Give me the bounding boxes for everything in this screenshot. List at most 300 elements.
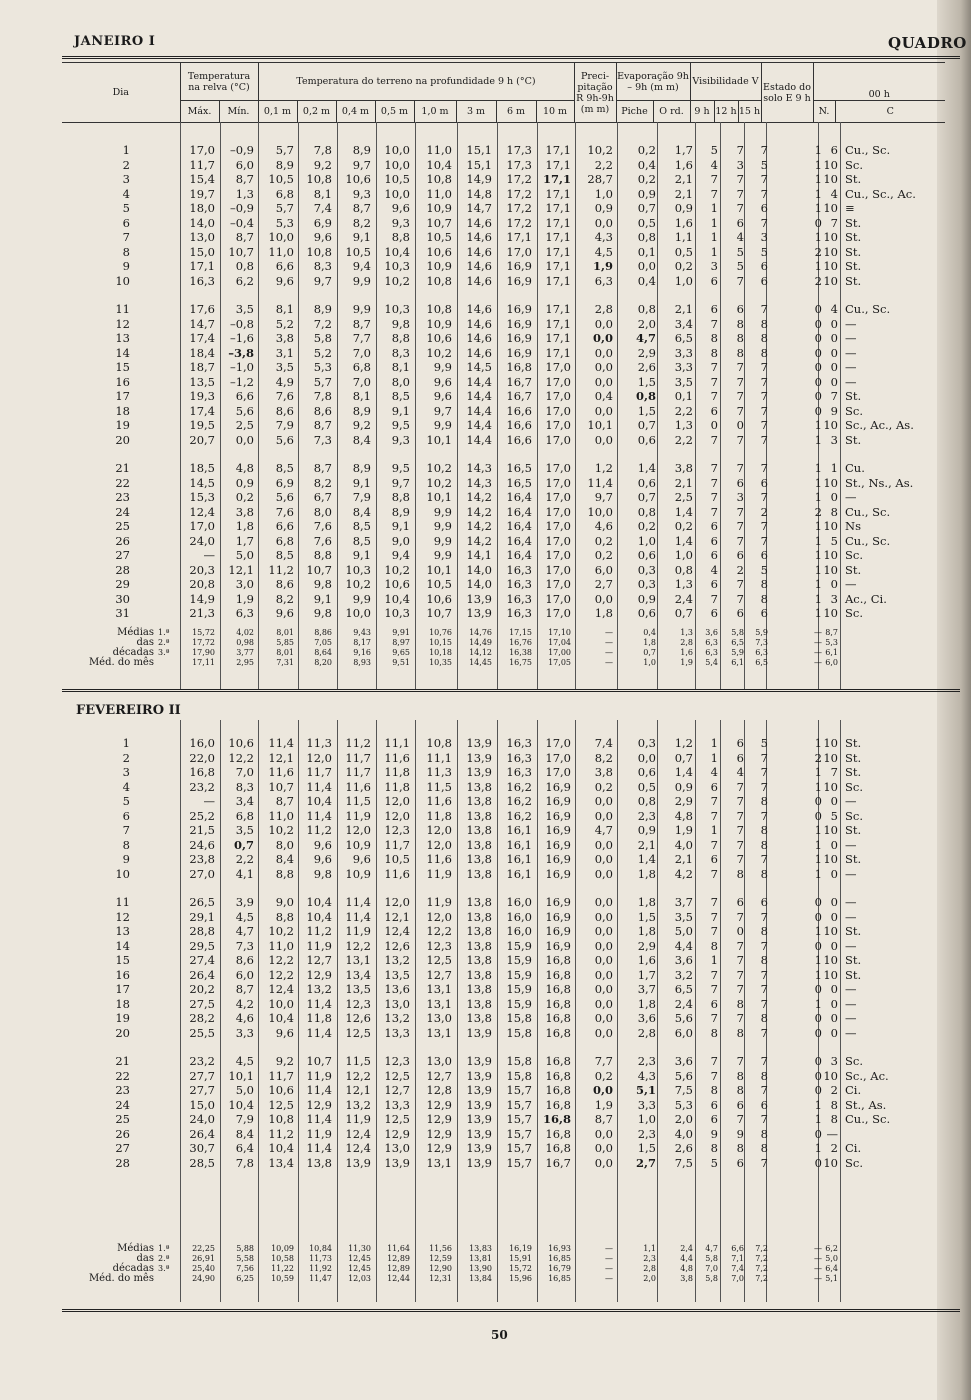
cell: 1 [814,823,822,837]
means-cell: 17,15 [509,628,532,637]
cell: 0,0 [594,808,613,823]
cell: 17,1 [545,273,571,288]
cell: 3,1 [275,345,294,360]
means-cell: 17,00 [548,648,571,657]
cell: 3,4 [674,316,693,331]
cell: 9,7 [433,403,452,418]
cell: 0,0 [594,1025,613,1040]
cell: 10,6 [345,172,371,186]
cell: 23,2 [189,779,215,794]
cell: 5,7 [313,374,332,389]
cell: 13,9 [466,1155,492,1170]
cell: 13,6 [384,982,410,996]
cell: 1,9 [592,259,613,273]
col-d0: 0,1 m [258,101,297,123]
cell: 16,8 [545,1068,571,1083]
cell: 9,6 [275,606,294,620]
cell: 1 [814,924,822,938]
means-cell: 7,56 [236,1264,254,1273]
cell: 0,0 [594,909,613,924]
table-row [0,895,960,910]
cell: 1 [814,577,822,591]
cell: 8 [760,794,768,808]
cell: 15,7 [506,1155,532,1170]
cell: 6 [736,606,744,620]
cell: 7 [736,432,744,447]
cell: 16,0 [506,895,532,909]
col-v9: 9 h [690,101,714,123]
cell: 12,5 [426,953,452,967]
cell: 13,2 [384,953,410,967]
cell: Sc. [845,157,863,172]
cell: 9,0 [275,895,294,909]
cell: 0 [814,794,822,808]
cell: 7 [760,403,768,418]
cell: 0,6 [637,548,656,562]
cell: 16,9 [545,909,571,924]
cell: 10,5 [268,172,294,186]
cell: 11,8 [384,779,410,794]
means-row [0,1244,960,1253]
cell: 12,4 [189,504,215,519]
means-index-line: 1.ª [158,628,170,637]
cell: 7 [736,273,744,288]
table-row [0,1083,960,1098]
cell: 9,9 [433,533,452,548]
cell: 4,6 [235,1011,254,1025]
table-row [0,809,960,824]
cell: 7 [736,1011,744,1025]
cell: 9 [710,1126,718,1141]
cell: 0,7 [674,750,693,765]
cell: 0,7 [637,201,656,215]
cell: –1,6 [229,331,254,345]
cell: 1 [814,490,822,504]
cell: 10 [823,967,838,982]
cell: 13,1 [426,1025,452,1040]
cell: 29,5 [189,938,215,953]
cell: 12,9 [426,1112,452,1126]
cell: 0,6 [637,606,656,620]
table-row [0,794,960,809]
cell: 6,7 [313,490,332,504]
means-cell: 7,2 [755,1254,768,1263]
cell: 3 [830,1054,838,1068]
means-cell: 6,2 [825,1244,838,1253]
cell: 6 [760,1097,768,1112]
cell: — [845,1011,857,1025]
cell: 4 [710,765,718,779]
cell: 19 [115,418,130,432]
cell: 11,1 [384,736,410,750]
cell: 11,3 [306,736,332,750]
cell: 16,9 [545,794,571,808]
cell: 8,6 [313,403,332,418]
means-cell: 6,3 [705,638,718,647]
means-cell: 16,79 [548,1264,571,1273]
cell: 10 [823,201,838,215]
cell: 1 [710,953,718,967]
cell: 7 [122,230,130,244]
table-row [0,172,960,187]
cell: 10,8 [426,736,452,750]
col-d1: 0,2 m [297,101,336,123]
means-cell: 7,0 [731,1274,744,1283]
cell: 16,9 [545,866,571,881]
cell: 10 [823,823,838,837]
means-cell: 15,96 [509,1274,532,1283]
cell: 17,4 [189,403,215,418]
cell: 10,0 [587,504,613,519]
cell: 13,9 [466,1126,492,1141]
cell: Sc. [845,808,863,823]
cell: 11,7 [189,157,215,172]
cell: 7 [710,909,718,924]
means-cell: 12,03 [348,1274,371,1283]
cell: 1 [814,201,822,215]
cell: 17,0 [545,577,571,591]
cell: 12,4 [345,1126,371,1141]
cell: 17,0 [545,403,571,418]
cell: 7 [710,432,718,447]
cell: 11,0 [268,244,294,259]
cell: 13,8 [466,924,492,938]
cell: 4,9 [275,374,294,389]
cell: 8 [122,244,130,259]
section-title-feb: FEVEREIRO II [76,703,181,718]
cell: 10 [823,157,838,172]
cell: 7 [736,1112,744,1126]
col-d4: 1,0 m [414,101,456,123]
means-cell: 8,20 [314,658,332,667]
table-row [0,592,960,607]
means-row [0,1254,960,1263]
cell: 10,7 [426,215,452,230]
cell: 4,6 [594,519,613,533]
cell: 14,2 [466,519,492,533]
cell: 1 [814,143,822,157]
col-temp-relva: Temperatura na relva (°C) [180,63,258,101]
cell: 8 [736,1083,744,1097]
cell: 10,2 [426,345,452,360]
cell: 13,5 [384,967,410,982]
cell: 0 [814,1054,822,1068]
cell: 6,5 [674,982,693,996]
cell: 9,5 [391,418,410,432]
cell: 2,9 [674,794,693,808]
cell: 10,1 [426,432,452,447]
table-row [0,476,960,491]
means-cell: 7,0 [705,1264,718,1273]
cell: 16,4 [506,548,532,562]
means-cell: 5,88 [236,1244,254,1253]
cell: 0,0 [594,938,613,953]
cell: 1 [710,750,718,765]
cell: 11,4 [306,1112,332,1126]
cell: 10,2 [268,924,294,938]
col-dia: Dia [62,63,180,123]
cell: 5,7 [275,143,294,157]
cell: 17,0 [545,432,571,447]
cell: — [845,837,857,852]
cell: 16,2 [506,794,532,808]
cell: 3 [122,765,130,779]
cell: 3,8 [235,504,254,519]
cell: 4 [710,562,718,577]
cell: 16,0 [189,736,215,750]
cell: 6,9 [275,475,294,490]
cell: 7 [710,1054,718,1068]
cell: 11,4 [345,909,371,924]
cell: 14 [115,345,130,360]
means-cell: — [605,628,613,637]
cell: 12,9 [426,1126,452,1141]
cell: 16,7 [506,374,532,389]
cell: 14,0 [466,562,492,577]
cell: — [203,794,215,808]
cell: 13,8 [466,866,492,881]
cell: 12,7 [426,967,452,982]
cell: 5,6 [275,490,294,504]
cell: 2 [814,504,822,519]
cell: 11,7 [306,765,332,779]
cell: 27,7 [189,1068,215,1083]
cell: 10,8 [268,1112,294,1126]
cell: 6 [710,577,718,591]
cell: 1 [814,461,822,475]
cell: 14,4 [466,432,492,447]
cell: 1 [710,244,718,259]
cell: 13,9 [466,1054,492,1068]
cell: 0 [830,982,838,996]
cell: 10,7 [268,779,294,794]
cell: 2,7 [594,577,613,591]
cell: 0,2 [594,533,613,548]
cell: 9,0 [391,533,410,548]
cell: 10,0 [268,230,294,244]
cell: 1 [710,230,718,244]
cell: 8,7 [235,230,254,244]
cell: 7,8 [235,1155,254,1170]
means-cell: 4,7 [705,1244,718,1253]
cell: 10,8 [426,302,452,316]
cell: 16,9 [545,938,571,953]
cell: 10,2 [426,475,452,490]
cell: 16,2 [506,779,532,794]
cell: 17,3 [506,143,532,157]
cell: 14,4 [466,418,492,432]
cell: 7 [710,1011,718,1025]
cell: 6,0 [235,157,254,172]
cell: 8 [710,1083,718,1097]
cell: 16,8 [542,1112,571,1126]
cell: 0,2 [594,779,613,794]
cell: 9,9 [433,548,452,562]
cell: 17,0 [545,360,571,374]
means-cell: — [605,1244,613,1253]
cell: 8 [830,504,838,519]
means-cell: 6,25 [236,1274,254,1283]
cell: 0,5 [674,244,693,259]
cell: 4,7 [635,331,656,345]
cell: 6,6 [235,389,254,403]
cell: 7 [710,1068,718,1083]
cell: 0,8 [637,230,656,244]
cell: 16,4 [506,504,532,519]
cell: 0,7 [674,606,693,620]
cell: 16,8 [545,1054,571,1068]
cell: 0,9 [637,823,656,837]
cell: 16 [115,374,130,389]
cell: 0 [830,345,838,360]
cell: 8,5 [275,548,294,562]
cell: 1 [814,418,822,432]
cell: 8 [760,331,768,345]
cell: 8 [760,1126,768,1141]
cell: 20,3 [189,562,215,577]
cell: ≡ [845,201,855,215]
cell: 18 [115,996,130,1011]
table-row [0,346,960,361]
cell: 0,0 [637,259,656,273]
cell: 10 [823,259,838,273]
cell: Sc. [845,779,863,794]
cell: 14,4 [466,403,492,418]
cell: 7 [760,1083,768,1097]
cell: 12,1 [228,562,254,577]
cell: 8 [760,837,768,852]
cell: 14,8 [466,186,492,201]
cell: 9,8 [313,577,332,591]
means-cell: 7,2 [755,1244,768,1253]
cell: 5 [830,533,838,548]
cell: 12,9 [384,1126,410,1141]
col-c: C [835,101,945,123]
cell: 4,1 [235,866,254,881]
cell: 3,2 [674,967,693,982]
cell: 8,4 [275,852,294,866]
cell: 10 [823,852,838,866]
cell: 0 [814,1025,822,1040]
table-row [0,519,960,534]
cell: 11,4 [306,1083,332,1097]
cell: 26,4 [189,967,215,982]
cell: 2,1 [674,852,693,866]
cell: 19,5 [189,418,215,432]
cell: 1 [814,172,822,186]
cell: 4 [830,302,838,316]
cell: 1,4 [674,504,693,519]
cell: 15,8 [506,1011,532,1025]
cell: 15,1 [466,157,492,172]
cell: 11,4 [306,779,332,794]
cell: 13,2 [384,1011,410,1025]
cell: 12,2 [345,938,371,953]
cell: 10,4 [306,909,332,924]
cell: 8 [760,866,768,881]
cell: 27,7 [189,1083,215,1097]
cell: 14,7 [466,201,492,215]
cell: 15,7 [506,1126,532,1141]
col-ord: O rd. [653,101,690,123]
cell: –3,8 [228,345,254,360]
cell: 16,8 [545,1083,571,1097]
cell: 7 [736,186,744,201]
cell: 16,8 [545,1141,571,1155]
cell: 10,1 [426,562,452,577]
cell: 0,1 [674,389,693,403]
cell: 11,9 [345,1112,371,1126]
cell: 6 [760,548,768,562]
cell: St. [845,953,862,967]
cell: 11,0 [426,186,452,201]
cell: 4,7 [235,924,254,938]
cell: 9,1 [391,519,410,533]
cell: 7 [760,779,768,794]
cell: 16,9 [506,331,532,345]
cell: 2 [122,750,130,765]
means-cell: 12,89 [387,1264,410,1273]
cell: 10,3 [345,562,371,577]
cell: 6 [710,403,718,418]
cell: 7 [760,519,768,533]
cell: 1 [814,591,822,606]
cell: 9,6 [275,273,294,288]
cell: 16,9 [506,273,532,288]
cell: 7,0 [352,374,371,389]
table-row [0,1026,960,1041]
cell: 10,6 [426,331,452,345]
cell: 16,9 [506,302,532,316]
cell: 1,0 [637,533,656,548]
cell: 7 [760,1155,768,1170]
cell: 1,8 [637,866,656,881]
cell: 12,3 [384,1054,410,1068]
cell: 12,4 [384,924,410,938]
cell: 7 [736,374,744,389]
cell: 10,9 [426,259,452,273]
cell: 2,1 [674,302,693,316]
cell: 14,6 [466,331,492,345]
table-row [0,317,960,332]
page-number: 50 [491,1328,508,1342]
cell: 5 [122,201,130,215]
cell: Sc. [845,1155,863,1170]
cell: 13,1 [426,982,452,996]
means-cell: 11,64 [387,1244,410,1253]
cell: 7 [760,750,768,765]
cell: 6,0 [235,967,254,982]
cell: 9,1 [313,591,332,606]
cell: St. [845,432,862,447]
cell: 0,0 [637,750,656,765]
cell: 2,9 [637,345,656,360]
table-row [0,375,960,390]
cell: 0 [830,490,838,504]
cell: 17,0 [545,418,571,432]
means-cell: 2,95 [236,658,254,667]
means-cell: 12,31 [429,1274,452,1283]
cell: 13,3 [384,1025,410,1040]
cell: 8 [760,1141,768,1155]
cell: 11,9 [306,1126,332,1141]
cell: 1 [814,519,822,533]
cell: 16,9 [506,316,532,331]
cell: 0,0 [592,331,613,345]
cell: 0,9 [674,779,693,794]
cell: 12,7 [306,953,332,967]
cell: 10,7 [228,244,254,259]
